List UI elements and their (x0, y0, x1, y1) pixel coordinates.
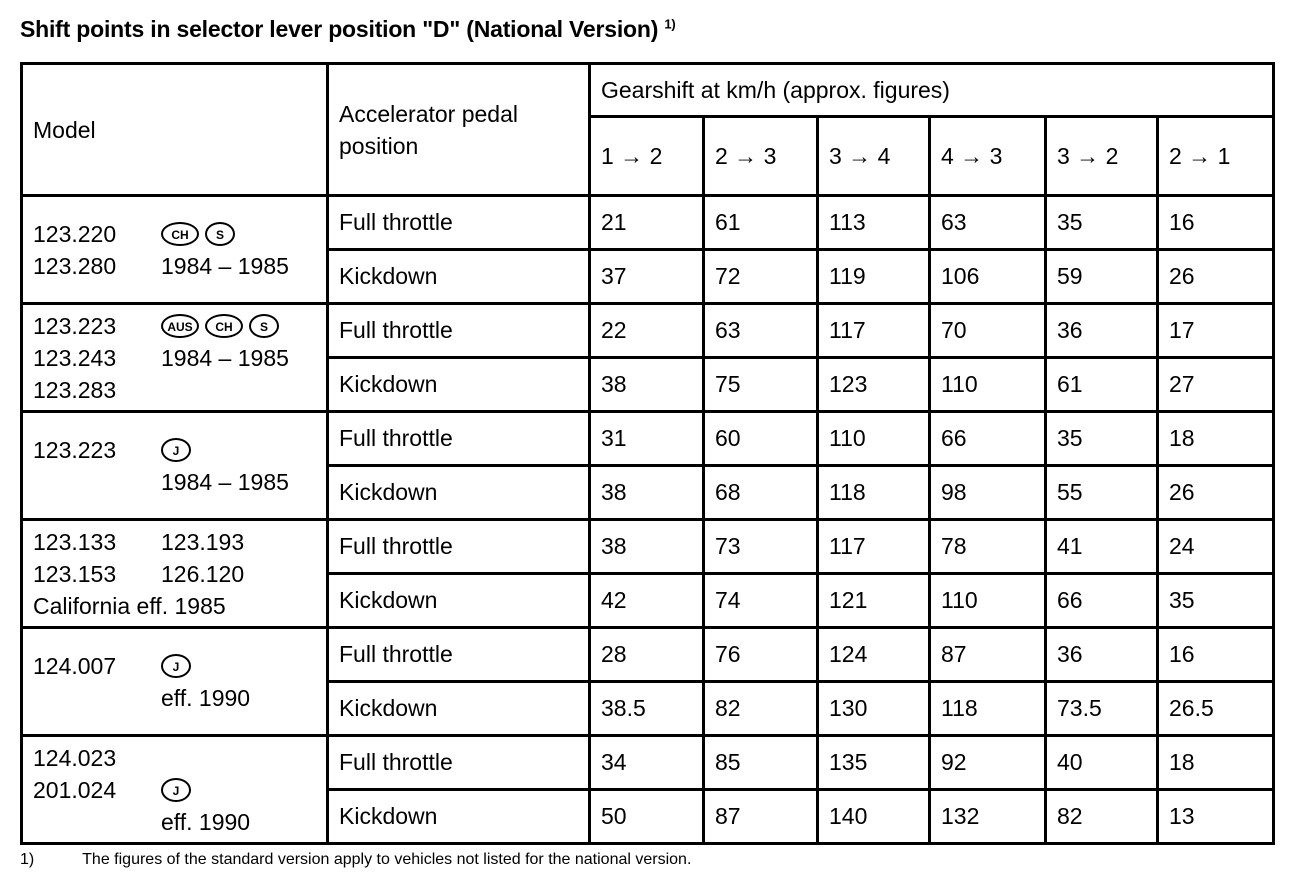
speed-value-cell: 72 (704, 250, 818, 304)
country-badge-icon: CH (161, 222, 199, 246)
speed-value-cell: 76 (704, 628, 818, 682)
speed-value-cell: 37 (590, 250, 704, 304)
speed-value-cell: 110 (818, 412, 930, 466)
speed-value-cell: 41 (1046, 520, 1158, 574)
model-code: 123.153 (33, 560, 117, 587)
model-cell (22, 628, 328, 736)
speed-value-cell: 27 (1158, 358, 1274, 412)
speed-value-cell: 21 (590, 196, 704, 250)
title-text: Shift points in selector lever position "D" (National Version) (20, 16, 659, 42)
speed-value-cell: 34 (590, 736, 704, 790)
speed-value-cell: 38 (590, 466, 704, 520)
model-line (33, 558, 316, 590)
speed-value-cell: 66 (930, 412, 1046, 466)
model-line (33, 218, 316, 250)
speed-value-cell: 22 (590, 304, 704, 358)
speed-value-cell: 18 (1158, 736, 1274, 790)
pedal-position-cell: Kickdown (328, 790, 590, 844)
speed-value-cell: 36 (1046, 628, 1158, 682)
speed-value-cell: 28 (590, 628, 704, 682)
model-line (33, 250, 316, 282)
country-badge-icon: S (249, 314, 279, 338)
model-line (33, 806, 316, 838)
page-title (20, 16, 676, 43)
speed-value-cell: 87 (704, 790, 818, 844)
model-line (33, 742, 316, 774)
table-row (22, 736, 1274, 790)
header-gear-3-4: 3 → 4 (818, 117, 930, 196)
speed-value-cell: 70 (930, 304, 1046, 358)
model-code: 123.283 (33, 376, 117, 403)
model-code: 123.223 (33, 436, 117, 463)
pedal-position-cell: Kickdown (328, 358, 590, 412)
pedal-position-cell: Kickdown (328, 250, 590, 304)
speed-value-cell: 118 (818, 466, 930, 520)
model-line (33, 466, 316, 498)
pedal-position-cell: Full throttle (328, 628, 590, 682)
speed-value-cell: 68 (704, 466, 818, 520)
speed-value-cell: 124 (818, 628, 930, 682)
pedal-position-cell: Kickdown (328, 574, 590, 628)
speed-value-cell: 63 (930, 196, 1046, 250)
model-cell (22, 304, 328, 412)
speed-value-cell: 38.5 (590, 682, 704, 736)
header-pedal-position: Accelerator pedal position (328, 64, 590, 196)
speed-value-cell: 117 (818, 304, 930, 358)
footnote (20, 851, 691, 869)
country-badge-icon: S (205, 222, 235, 246)
model-extra: 1984 – 1985 (161, 344, 289, 371)
model-cell (22, 196, 328, 304)
title-footnote-ref: 1) (664, 16, 676, 32)
footnote-text: The figures of the standard version apply to vehicles not listed for the national version. (82, 851, 692, 868)
speed-value-cell: 113 (818, 196, 930, 250)
pedal-position-cell: Full throttle (328, 412, 590, 466)
speed-value-cell: 66 (1046, 574, 1158, 628)
speed-value-cell: 26.5 (1158, 682, 1274, 736)
speed-value-cell: 130 (818, 682, 930, 736)
model-extra: 126.120 (161, 560, 245, 587)
header-row-top (22, 64, 1274, 117)
model-extra: 1984 – 1985 (161, 252, 289, 279)
model-cell (22, 412, 328, 520)
speed-value-cell: 135 (818, 736, 930, 790)
model-line (33, 374, 316, 406)
pedal-position-cell: Full throttle (328, 196, 590, 250)
speed-value-cell: 87 (930, 628, 1046, 682)
header-gear-4-3: 4 → 3 (930, 117, 1046, 196)
speed-value-cell: 16 (1158, 196, 1274, 250)
country-badge-icon: J (161, 654, 191, 678)
table-row (22, 304, 1274, 358)
speed-value-cell: 82 (1046, 790, 1158, 844)
speed-value-cell: 60 (704, 412, 818, 466)
model-code: 123.280 (33, 252, 117, 279)
speed-value-cell: 110 (930, 574, 1046, 628)
speed-value-cell: 73.5 (1046, 682, 1158, 736)
speed-value-cell: 42 (590, 574, 704, 628)
model-cell (22, 736, 328, 844)
pedal-position-cell: Kickdown (328, 466, 590, 520)
speed-value-cell: 82 (704, 682, 818, 736)
pedal-position-cell: Full throttle (328, 736, 590, 790)
model-line (33, 526, 316, 558)
speed-value-cell: 85 (704, 736, 818, 790)
speed-value-cell: 38 (590, 520, 704, 574)
model-cell (22, 520, 328, 628)
speed-value-cell: 140 (818, 790, 930, 844)
model-code: 123.220 (33, 220, 117, 247)
model-line (33, 650, 316, 682)
speed-value-cell: 75 (704, 358, 818, 412)
speed-value-cell: 24 (1158, 520, 1274, 574)
footnote-mark: 1) (20, 851, 35, 868)
model-line (33, 590, 316, 622)
header-gear-2-1: 2 → 1 (1158, 117, 1274, 196)
speed-value-cell: 119 (818, 250, 930, 304)
model-line (33, 774, 316, 806)
speed-value-cell: 36 (1046, 304, 1158, 358)
speed-value-cell: 16 (1158, 628, 1274, 682)
model-code: 201.024 (33, 776, 117, 803)
speed-value-cell: 61 (704, 196, 818, 250)
table-body (22, 196, 1274, 844)
speed-value-cell: 98 (930, 466, 1046, 520)
table-row (22, 520, 1274, 574)
model-code: 124.007 (33, 652, 117, 679)
model-extra: 123.193 (161, 528, 245, 555)
header-gear-3-2: 3 → 2 (1046, 117, 1158, 196)
country-badge-icon: CH (205, 314, 243, 338)
speed-value-cell: 18 (1158, 412, 1274, 466)
model-extra: eff. 1990 (161, 808, 251, 835)
speed-value-cell: 55 (1046, 466, 1158, 520)
model-code: 123.243 (33, 344, 117, 371)
speed-value-cell: 59 (1046, 250, 1158, 304)
speed-value-cell: 106 (930, 250, 1046, 304)
pedal-position-cell: Full throttle (328, 520, 590, 574)
model-extra: 1984 – 1985 (161, 468, 289, 495)
country-badge-icon: J (161, 778, 191, 802)
speed-value-cell: 92 (930, 736, 1046, 790)
speed-value-cell: 63 (704, 304, 818, 358)
speed-value-cell: 38 (590, 358, 704, 412)
speed-value-cell: 13 (1158, 790, 1274, 844)
header-gear-2-3: 2 → 3 (704, 117, 818, 196)
header-model: Model (22, 64, 328, 196)
header-gearshift: Gearshift at km/h (approx. figures) (590, 64, 1274, 117)
model-line (33, 434, 316, 466)
speed-value-cell: 132 (930, 790, 1046, 844)
speed-value-cell: 35 (1158, 574, 1274, 628)
speed-value-cell: 118 (930, 682, 1046, 736)
model-code: 124.023 (33, 744, 117, 771)
speed-value-cell: 35 (1046, 412, 1158, 466)
model-line (33, 342, 316, 374)
speed-value-cell: 35 (1046, 196, 1158, 250)
speed-value-cell: 78 (930, 520, 1046, 574)
model-code: California eff. 1985 (33, 592, 226, 619)
speed-value-cell: 123 (818, 358, 930, 412)
speed-value-cell: 73 (704, 520, 818, 574)
speed-value-cell: 26 (1158, 250, 1274, 304)
model-line (33, 682, 316, 714)
speed-value-cell: 61 (1046, 358, 1158, 412)
table-row (22, 196, 1274, 250)
country-badge-icon: J (161, 438, 191, 462)
speed-value-cell: 121 (818, 574, 930, 628)
model-code: 123.223 (33, 312, 117, 339)
speed-value-cell: 74 (704, 574, 818, 628)
speed-value-cell: 40 (1046, 736, 1158, 790)
speed-value-cell: 26 (1158, 466, 1274, 520)
pedal-position-cell: Kickdown (328, 682, 590, 736)
model-code: 123.133 (33, 528, 117, 555)
speed-value-cell: 17 (1158, 304, 1274, 358)
model-extra: eff. 1990 (161, 684, 251, 711)
header-gear-1-2: 1 → 2 (590, 117, 704, 196)
table-row (22, 412, 1274, 466)
model-line (33, 310, 316, 342)
speed-value-cell: 110 (930, 358, 1046, 412)
table-row (22, 628, 1274, 682)
speed-value-cell: 50 (590, 790, 704, 844)
speed-value-cell: 31 (590, 412, 704, 466)
country-badge-icon: AUS (161, 314, 199, 338)
shift-points-table (20, 62, 1275, 845)
pedal-position-cell: Full throttle (328, 304, 590, 358)
speed-value-cell: 117 (818, 520, 930, 574)
